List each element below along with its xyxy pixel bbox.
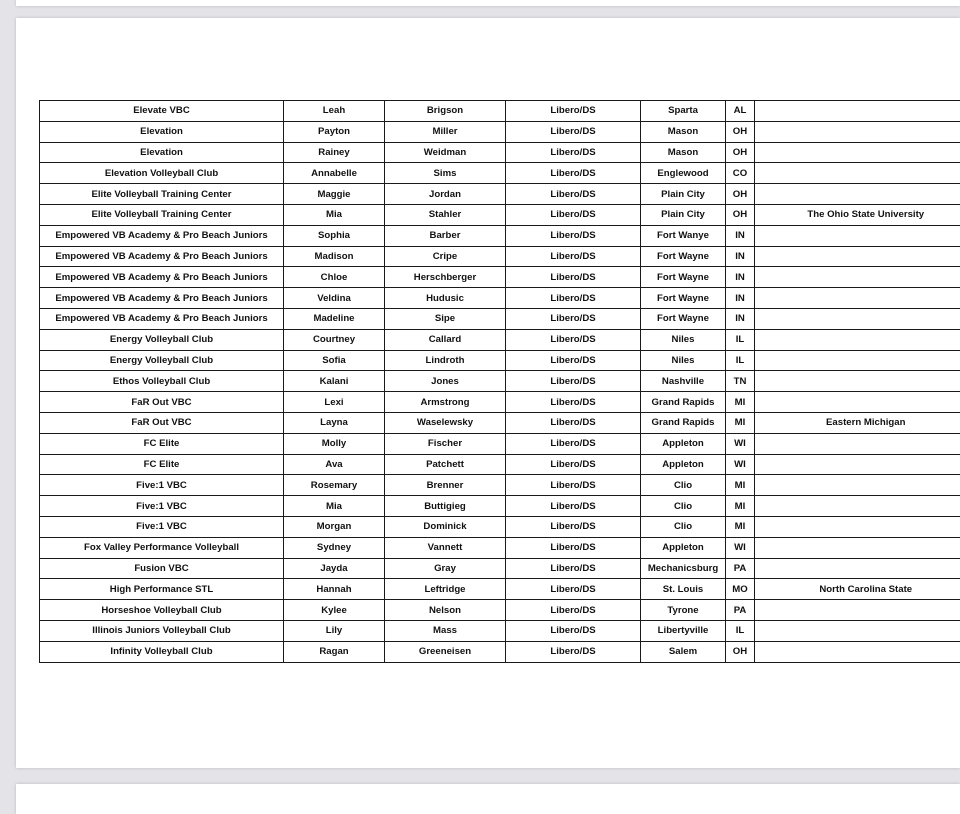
city-cell: Plain City xyxy=(641,184,726,205)
city-cell: Sparta xyxy=(641,101,726,122)
first-name-cell: Chloe xyxy=(284,267,385,288)
club-cell: Empowered VB Academy & Pro Beach Juniors xyxy=(40,246,284,267)
state-cell: PA xyxy=(726,600,755,621)
commitment-cell xyxy=(755,537,960,558)
commitment-cell xyxy=(755,142,960,163)
table-row xyxy=(40,101,960,122)
previous-page-edge xyxy=(16,0,960,6)
club-cell: Five:1 VBC xyxy=(40,496,284,517)
roster-table-body xyxy=(40,101,960,663)
table-row xyxy=(40,142,960,163)
first-name-cell: Leah xyxy=(284,101,385,122)
city-cell: Englewood xyxy=(641,163,726,184)
club-cell: Fusion VBC xyxy=(40,558,284,579)
position-cell: Libero/DS xyxy=(506,475,641,496)
first-name-cell: Madison xyxy=(284,246,385,267)
first-name-cell: Kylee xyxy=(284,600,385,621)
state-cell: OH xyxy=(726,142,755,163)
position-cell: Libero/DS xyxy=(506,204,641,225)
last-name-cell: Brigson xyxy=(385,101,506,122)
last-name-cell: Gray xyxy=(385,558,506,579)
first-name-cell: Sofia xyxy=(284,350,385,371)
city-cell: Appleton xyxy=(641,454,726,475)
state-cell: WI xyxy=(726,537,755,558)
position-cell: Libero/DS xyxy=(506,620,641,641)
table-row xyxy=(40,516,960,537)
position-cell: Libero/DS xyxy=(506,496,641,517)
club-cell: Elevate VBC xyxy=(40,101,284,122)
position-cell: Libero/DS xyxy=(506,558,641,579)
commitment-cell xyxy=(755,246,960,267)
last-name-cell: Patchett xyxy=(385,454,506,475)
state-cell: WI xyxy=(726,433,755,454)
last-name-cell: Cripe xyxy=(385,246,506,267)
position-cell: Libero/DS xyxy=(506,267,641,288)
first-name-cell: Ragan xyxy=(284,641,385,662)
city-cell: Appleton xyxy=(641,537,726,558)
city-cell: Clio xyxy=(641,475,726,496)
city-cell: Plain City xyxy=(641,204,726,225)
city-cell: Tyrone xyxy=(641,600,726,621)
city-cell: Libertyville xyxy=(641,620,726,641)
table-row xyxy=(40,579,960,600)
club-cell: Elevation Volleyball Club xyxy=(40,163,284,184)
position-cell: Libero/DS xyxy=(506,579,641,600)
position-cell: Libero/DS xyxy=(506,600,641,621)
state-cell: IL xyxy=(726,620,755,641)
position-cell: Libero/DS xyxy=(506,225,641,246)
state-cell: MI xyxy=(726,496,755,517)
last-name-cell: Sims xyxy=(385,163,506,184)
city-cell: Clio xyxy=(641,516,726,537)
last-name-cell: Vannett xyxy=(385,537,506,558)
position-cell: Libero/DS xyxy=(506,433,641,454)
position-cell: Libero/DS xyxy=(506,350,641,371)
roster-table xyxy=(39,100,960,663)
last-name-cell: Brenner xyxy=(385,475,506,496)
first-name-cell: Rosemary xyxy=(284,475,385,496)
position-cell: Libero/DS xyxy=(506,184,641,205)
club-cell: Infinity Volleyball Club xyxy=(40,641,284,662)
club-cell: FaR Out VBC xyxy=(40,412,284,433)
last-name-cell: Buttigieg xyxy=(385,496,506,517)
city-cell: Niles xyxy=(641,350,726,371)
club-cell: Elite Volleyball Training Center xyxy=(40,204,284,225)
city-cell: Mason xyxy=(641,121,726,142)
table-row xyxy=(40,558,960,579)
first-name-cell: Lexi xyxy=(284,392,385,413)
state-cell: MI xyxy=(726,412,755,433)
first-name-cell: Veldina xyxy=(284,288,385,309)
state-cell: OH xyxy=(726,121,755,142)
state-cell: IN xyxy=(726,288,755,309)
state-cell: IN xyxy=(726,225,755,246)
city-cell: Grand Rapids xyxy=(641,412,726,433)
table-row xyxy=(40,267,960,288)
commitment-cell xyxy=(755,371,960,392)
city-cell: St. Louis xyxy=(641,579,726,600)
position-cell: Libero/DS xyxy=(506,246,641,267)
last-name-cell: Miller xyxy=(385,121,506,142)
table-row xyxy=(40,329,960,350)
club-cell: Empowered VB Academy & Pro Beach Juniors xyxy=(40,267,284,288)
first-name-cell: Payton xyxy=(284,121,385,142)
city-cell: Clio xyxy=(641,496,726,517)
state-cell: PA xyxy=(726,558,755,579)
commitment-cell xyxy=(755,225,960,246)
commitment-cell xyxy=(755,288,960,309)
position-cell: Libero/DS xyxy=(506,412,641,433)
table-row xyxy=(40,433,960,454)
state-cell: IL xyxy=(726,329,755,350)
club-cell: Illinois Juniors Volleyball Club xyxy=(40,620,284,641)
position-cell: Libero/DS xyxy=(506,163,641,184)
table-row xyxy=(40,163,960,184)
commitment-cell xyxy=(755,121,960,142)
position-cell: Libero/DS xyxy=(506,537,641,558)
first-name-cell: Molly xyxy=(284,433,385,454)
commitment-cell xyxy=(755,620,960,641)
commitment-cell xyxy=(755,329,960,350)
table-row xyxy=(40,246,960,267)
commitment-cell xyxy=(755,392,960,413)
last-name-cell: Herschberger xyxy=(385,267,506,288)
commitment-cell xyxy=(755,475,960,496)
first-name-cell: Lily xyxy=(284,620,385,641)
club-cell: Empowered VB Academy & Pro Beach Juniors xyxy=(40,288,284,309)
commitment-cell xyxy=(755,308,960,329)
table-row xyxy=(40,225,960,246)
city-cell: Fort Wayne xyxy=(641,246,726,267)
city-cell: Salem xyxy=(641,641,726,662)
first-name-cell: Maggie xyxy=(284,184,385,205)
first-name-cell: Sophia xyxy=(284,225,385,246)
club-cell: Five:1 VBC xyxy=(40,475,284,496)
city-cell: Fort Wanye xyxy=(641,225,726,246)
state-cell: OH xyxy=(726,641,755,662)
table-row xyxy=(40,620,960,641)
table-row xyxy=(40,392,960,413)
first-name-cell: Courtney xyxy=(284,329,385,350)
first-name-cell: Annabelle xyxy=(284,163,385,184)
state-cell: IN xyxy=(726,308,755,329)
first-name-cell: Jayda xyxy=(284,558,385,579)
city-cell: Fort Wayne xyxy=(641,308,726,329)
state-cell: MI xyxy=(726,475,755,496)
table-row xyxy=(40,371,960,392)
position-cell: Libero/DS xyxy=(506,329,641,350)
club-cell: FaR Out VBC xyxy=(40,392,284,413)
club-cell: Energy Volleyball Club xyxy=(40,350,284,371)
state-cell: OH xyxy=(726,184,755,205)
state-cell: AL xyxy=(726,101,755,122)
city-cell: Appleton xyxy=(641,433,726,454)
club-cell: Elevation xyxy=(40,142,284,163)
state-cell: WI xyxy=(726,454,755,475)
position-cell: Libero/DS xyxy=(506,121,641,142)
position-cell: Libero/DS xyxy=(506,142,641,163)
state-cell: IN xyxy=(726,246,755,267)
city-cell: Mechanicsburg xyxy=(641,558,726,579)
first-name-cell: Hannah xyxy=(284,579,385,600)
last-name-cell: Fischer xyxy=(385,433,506,454)
club-cell: FC Elite xyxy=(40,433,284,454)
last-name-cell: Dominick xyxy=(385,516,506,537)
city-cell: Fort Wayne xyxy=(641,288,726,309)
table-row xyxy=(40,454,960,475)
first-name-cell: Rainey xyxy=(284,142,385,163)
state-cell: TN xyxy=(726,371,755,392)
last-name-cell: Leftridge xyxy=(385,579,506,600)
club-cell: Empowered VB Academy & Pro Beach Juniors xyxy=(40,225,284,246)
position-cell: Libero/DS xyxy=(506,308,641,329)
last-name-cell: Sipe xyxy=(385,308,506,329)
table-row xyxy=(40,600,960,621)
state-cell: MI xyxy=(726,516,755,537)
state-cell: IN xyxy=(726,267,755,288)
table-row xyxy=(40,204,960,225)
club-cell: Fox Valley Performance Volleyball xyxy=(40,537,284,558)
position-cell: Libero/DS xyxy=(506,371,641,392)
commitment-cell xyxy=(755,433,960,454)
commitment-cell xyxy=(755,496,960,517)
position-cell: Libero/DS xyxy=(506,392,641,413)
commitment-cell xyxy=(755,350,960,371)
last-name-cell: Greeneisen xyxy=(385,641,506,662)
position-cell: Libero/DS xyxy=(506,641,641,662)
club-cell: Elite Volleyball Training Center xyxy=(40,184,284,205)
commitment-cell xyxy=(755,454,960,475)
first-name-cell: Madeline xyxy=(284,308,385,329)
city-cell: Mason xyxy=(641,142,726,163)
position-cell: Libero/DS xyxy=(506,288,641,309)
last-name-cell: Jordan xyxy=(385,184,506,205)
commitment-cell: The Ohio State University xyxy=(755,204,960,225)
club-cell: Empowered VB Academy & Pro Beach Juniors xyxy=(40,308,284,329)
last-name-cell: Mass xyxy=(385,620,506,641)
position-cell: Libero/DS xyxy=(506,516,641,537)
commitment-cell xyxy=(755,516,960,537)
last-name-cell: Stahler xyxy=(385,204,506,225)
commitment-cell xyxy=(755,163,960,184)
table-row xyxy=(40,641,960,662)
last-name-cell: Weidman xyxy=(385,142,506,163)
club-cell: Ethos Volleyball Club xyxy=(40,371,284,392)
city-cell: Grand Rapids xyxy=(641,392,726,413)
last-name-cell: Barber xyxy=(385,225,506,246)
commitment-cell: Eastern Michigan xyxy=(755,412,960,433)
city-cell: Niles xyxy=(641,329,726,350)
state-cell: IL xyxy=(726,350,755,371)
commitment-cell xyxy=(755,267,960,288)
club-cell: Elevation xyxy=(40,121,284,142)
club-cell: High Performance STL xyxy=(40,579,284,600)
document-page xyxy=(16,18,960,768)
last-name-cell: Waselewsky xyxy=(385,412,506,433)
city-cell: Fort Wayne xyxy=(641,267,726,288)
next-page-edge xyxy=(16,784,960,814)
table-row xyxy=(40,537,960,558)
first-name-cell: Layna xyxy=(284,412,385,433)
table-row xyxy=(40,288,960,309)
last-name-cell: Nelson xyxy=(385,600,506,621)
club-cell: Horseshoe Volleyball Club xyxy=(40,600,284,621)
first-name-cell: Morgan xyxy=(284,516,385,537)
last-name-cell: Hudusic xyxy=(385,288,506,309)
first-name-cell: Mia xyxy=(284,204,385,225)
state-cell: MO xyxy=(726,579,755,600)
first-name-cell: Sydney xyxy=(284,537,385,558)
state-cell: CO xyxy=(726,163,755,184)
commitment-cell xyxy=(755,101,960,122)
table-row xyxy=(40,308,960,329)
commitment-cell xyxy=(755,184,960,205)
club-cell: Five:1 VBC xyxy=(40,516,284,537)
table-row xyxy=(40,412,960,433)
commitment-cell xyxy=(755,558,960,579)
state-cell: OH xyxy=(726,204,755,225)
table-row xyxy=(40,496,960,517)
position-cell: Libero/DS xyxy=(506,101,641,122)
last-name-cell: Jones xyxy=(385,371,506,392)
table-row xyxy=(40,121,960,142)
commitment-cell xyxy=(755,641,960,662)
first-name-cell: Ava xyxy=(284,454,385,475)
table-row xyxy=(40,475,960,496)
first-name-cell: Mia xyxy=(284,496,385,517)
club-cell: FC Elite xyxy=(40,454,284,475)
commitment-cell: North Carolina State xyxy=(755,579,960,600)
last-name-cell: Callard xyxy=(385,329,506,350)
state-cell: MI xyxy=(726,392,755,413)
last-name-cell: Armstrong xyxy=(385,392,506,413)
club-cell: Energy Volleyball Club xyxy=(40,329,284,350)
first-name-cell: Kalani xyxy=(284,371,385,392)
commitment-cell xyxy=(755,600,960,621)
position-cell: Libero/DS xyxy=(506,454,641,475)
table-row xyxy=(40,350,960,371)
table-row xyxy=(40,184,960,205)
city-cell: Nashville xyxy=(641,371,726,392)
last-name-cell: Lindroth xyxy=(385,350,506,371)
